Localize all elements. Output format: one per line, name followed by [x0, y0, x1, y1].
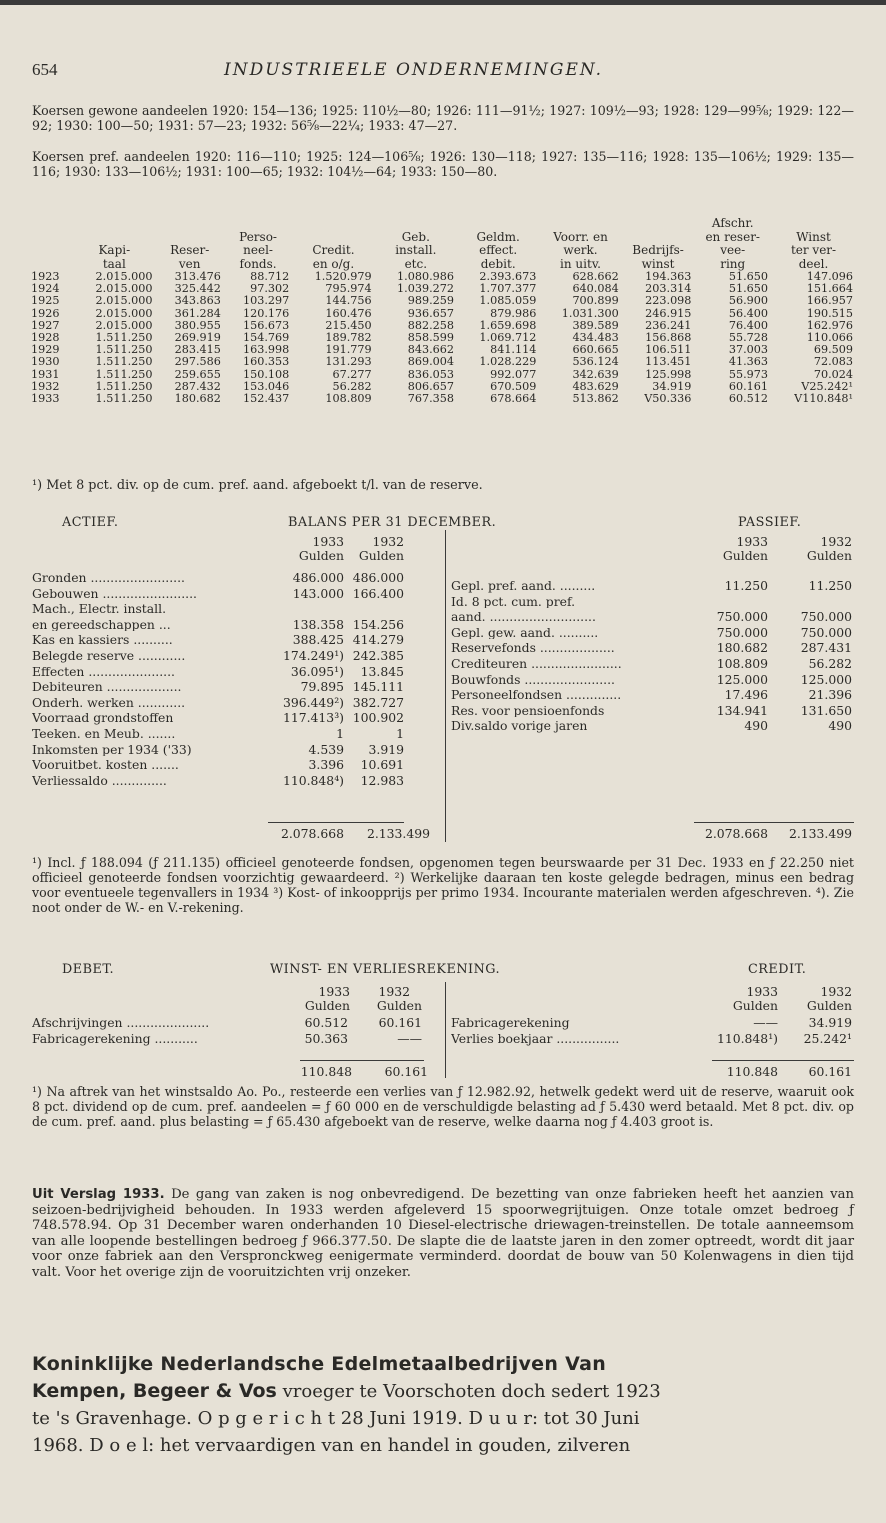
value-cell: 51.650 — [728, 282, 769, 296]
column-header — [28, 217, 73, 271]
wv-right-1933: —— — [753, 1015, 778, 1030]
wv-left-1932: —— — [397, 1031, 422, 1046]
value-cell: 106.511 — [645, 343, 692, 357]
value-cell: 1.511.250 — [95, 331, 153, 345]
value-cell: 767.358 — [407, 392, 454, 406]
wv-total-left-1933: 110.848 — [300, 1064, 352, 1079]
column-header: Credit. en o/g. — [312, 243, 355, 271]
wv-currency: Gulden — [806, 998, 852, 1013]
value-cell: 806.657 — [407, 379, 454, 393]
value-cell: 1.659.698 — [479, 318, 537, 332]
verslag — [32, 1187, 854, 1280]
value-cell: 434.483 — [572, 331, 619, 345]
total-rule — [268, 822, 404, 823]
value-cell: 325.442 — [174, 282, 221, 296]
balans-left-1932: 1 — [396, 726, 404, 741]
value-cell: 215.450 — [325, 318, 372, 332]
column-header: Bedrijfs- winst — [632, 243, 684, 271]
total-rule — [712, 1060, 854, 1061]
balans-left-1932: 10.691 — [360, 757, 404, 773]
value-cell: 1.069.712 — [479, 331, 537, 345]
year-1933: 1933 — [736, 534, 768, 549]
running-title: INDUSTRIEELE ONDERNEMINGEN. — [224, 60, 604, 80]
balans-left-1932: 166.400 — [352, 585, 404, 601]
wv-currency: Gulden — [304, 998, 350, 1013]
balans-right-1932: 750.000 — [800, 609, 852, 625]
table-row — [28, 356, 856, 368]
balans-right-1932: 287.431 — [800, 640, 852, 656]
balans-left-1933: 486.000 — [292, 570, 344, 585]
koersen-gewone — [32, 103, 854, 133]
balans-left-label: Belegde reserve ............ — [32, 650, 186, 663]
value-cell: 72.083 — [813, 355, 853, 369]
value-cell: 203.314 — [645, 282, 692, 296]
balans-left-1932: 13.845 — [360, 663, 404, 679]
balans-left-1932: 242.385 — [352, 648, 404, 663]
value-cell: V110.848¹ — [794, 392, 853, 406]
balans-left-label: Effecten ...................... — [32, 665, 176, 679]
value-cell: 513.862 — [572, 392, 619, 406]
balans-right-1933: 108.809 — [716, 656, 768, 671]
balans-left-1932: 100.902 — [352, 710, 404, 726]
year-cell: 1930 — [31, 355, 60, 369]
value-cell: 76.400 — [728, 318, 769, 332]
verslag-lead: Uit Verslag 1933. — [32, 1187, 165, 1202]
balans-right-1932: 131.650 — [800, 702, 852, 718]
value-cell: 936.657 — [407, 306, 454, 320]
balans-total-left-1932: 2.133.499 — [366, 826, 430, 841]
value-cell: 1.511.250 — [95, 392, 153, 406]
value-cell: 151.664 — [806, 282, 853, 296]
value-cell: 60.512 — [728, 392, 769, 406]
balans-left-1932: 12.983 — [360, 772, 404, 788]
value-cell: 879.986 — [490, 306, 537, 320]
value-cell: 1.039.272 — [397, 282, 454, 296]
value-cell: 670.509 — [490, 379, 537, 393]
value-cell: 389.589 — [572, 318, 619, 332]
value-cell: 190.515 — [806, 306, 853, 320]
wv-year-1932: 1932 — [820, 984, 852, 999]
credit-heading: CREDIT. — [748, 962, 807, 977]
value-cell: 1.028.229 — [479, 355, 537, 369]
column-header: Perso- neel- fonds. — [239, 229, 277, 271]
balans-notes — [32, 855, 854, 915]
value-cell: 1.707.377 — [479, 282, 537, 296]
value-cell: 989.259 — [407, 294, 454, 308]
koersen-pref-text: Koersen pref. aandeelen 1920: 116—110; 1925: 124—106⅝; 1926: 130—118; 1927: 135—116; 1928: 135—106½; 1929: 135—116; 1930: 133—106½; 1931: 100—65; 1932: 104½—64; 1933: 150—80. — [32, 149, 854, 179]
value-cell: 147.096 — [806, 270, 853, 283]
balans-right-label: Reservefonds ................... — [451, 642, 615, 655]
page-number: 654 — [32, 60, 58, 79]
value-cell: 269.919 — [174, 331, 221, 345]
value-cell: 283.415 — [174, 343, 221, 357]
value-cell: 154.769 — [243, 331, 290, 345]
value-cell: 1.511.250 — [95, 379, 153, 393]
wv-right-label: Fabricagerekening — [451, 1017, 570, 1030]
balans-right-label: Id. 8 pct. cum. pref. — [451, 595, 576, 609]
column-header: Kapi- taal — [98, 243, 131, 271]
year-1932: 1932 — [820, 534, 852, 549]
column-header: Winst ter ver- deel. — [790, 229, 837, 271]
wv-year-1933: 1933 — [746, 984, 778, 999]
balans-left-1933: 388.425 — [292, 632, 344, 648]
verslag-text: De gang van zaken is nog onbevredigend. De bezetting van onze fabrieken heeft het aanzien van seizoen-bedrijvigheid behouden. In 1933 werden afgeleverd 15 spoorwegrijtuigen. Onze totale omzet bedroeg ƒ 748.578.94. Op 31 December waren onderhanden 10 Diesel-electrische driewagen-treinstellen. De totale aanneemsom van alle loopende bestellingen bedroeg ƒ 966.377.50. De slapte die de laatste jaren in den zomer optreedt, wordt dit jaar voor onze fabriek aan den Verspronckweg eenigermate verminderd. doordat de bouw van 50 Kolenwagens in dien tijd valt. Voor het overige zijn de vooruitzichten vrij onzeker. — [32, 1187, 854, 1280]
wv-right-1932: 34.919 — [808, 1015, 852, 1030]
passief-heading: PASSIEF. — [738, 515, 802, 530]
company-line4: 1968. D o e l: het vervaardigen van en handel in gouden, zilveren — [32, 1435, 631, 1456]
value-cell: 152.437 — [243, 392, 290, 406]
column-divider — [445, 982, 446, 1078]
table-row — [28, 308, 856, 320]
year-cell: 1923 — [31, 270, 60, 283]
value-cell: 103.297 — [243, 294, 290, 308]
value-cell: 51.650 — [728, 270, 769, 283]
table-row — [28, 369, 856, 381]
debet-heading: DEBET. — [62, 962, 115, 977]
balans-left-1933: 36.095¹) — [290, 663, 344, 679]
value-cell: 1.031.300 — [561, 306, 619, 320]
wv-left-1933: 50.363 — [304, 1031, 348, 1046]
table-header-row — [28, 217, 856, 271]
balans-notes-text: ¹) Incl. ƒ 188.094 (ƒ 211.135) officieel genoteerde fondsen, opgenomen tegen beurswaarde per 31 Dec. 1933 en ƒ 22.250 niet officieel genoteerde fondsen voorzichtig gewaardeerd. ²) Werkelijke daaraan ten koste gelegde bedragen, minus een bedrag voor eventueele tegenvallers in 1934 ³) Kost- of inkoopprijs per primo 1934. Incourante materialen werden afgeschreven. ⁴). Zie noot onder de W.- en V.-rekening. — [32, 855, 854, 915]
balans-left-label: Kas en kassiers .......... — [32, 634, 173, 647]
value-cell: 153.046 — [243, 379, 290, 393]
value-cell: 191.779 — [325, 343, 372, 357]
value-cell: 1.511.250 — [95, 355, 153, 369]
value-cell: 194.363 — [645, 270, 692, 283]
value-cell: 869.004 — [407, 355, 454, 369]
value-cell: 108.809 — [325, 392, 372, 406]
wv-year-1932: 1932 — [378, 984, 410, 999]
value-cell: 858.599 — [407, 331, 454, 345]
page-header — [32, 60, 854, 84]
value-cell: 287.432 — [174, 379, 221, 393]
balans-total-right-1932: 2.133.499 — [788, 826, 852, 841]
table-footnote: ¹) Met 8 pct. div. op de cum. pref. aand. afgeboekt t/l. van de reserve. — [32, 478, 483, 493]
value-cell: 69.509 — [813, 343, 853, 357]
balans-right-1933: 17.496 — [724, 687, 768, 703]
value-cell: 536.124 — [572, 355, 619, 369]
year-1932: 1932 — [372, 534, 404, 549]
wv-right-1933: 110.848¹) — [716, 1031, 778, 1046]
value-cell: 297.586 — [174, 355, 221, 369]
value-cell: 156.673 — [243, 318, 290, 332]
value-cell: 70.024 — [813, 367, 853, 381]
year-cell: 1931 — [31, 367, 60, 381]
year-cell: 1924 — [31, 282, 60, 296]
company-entry — [32, 1351, 862, 1459]
value-cell: 162.976 — [806, 318, 853, 332]
value-cell: 150.108 — [243, 367, 290, 381]
total-rule — [694, 822, 854, 823]
value-cell: 131.293 — [325, 355, 372, 369]
balans-left-label: Debiteuren ................... — [32, 681, 182, 694]
wv-note — [32, 1084, 854, 1129]
wv-left-1933: 60.512 — [304, 1015, 348, 1030]
year-cell: 1933 — [31, 392, 60, 406]
balans-left-label: Verliessaldo .............. — [32, 774, 167, 788]
value-cell: 37.003 — [728, 343, 769, 357]
value-cell: 34.919 — [652, 379, 692, 393]
value-cell: 88.712 — [250, 270, 290, 283]
balans-left-1932: 3.919 — [368, 741, 404, 757]
value-cell: 189.782 — [325, 331, 372, 345]
value-cell: 56.282 — [332, 379, 372, 393]
balans-left-1932: 145.111 — [352, 679, 404, 695]
balans-right-1933: 490 — [744, 718, 768, 734]
value-cell: 2.015.000 — [95, 318, 153, 332]
column-header: Geb. install. etc. — [395, 229, 437, 271]
value-cell: 110.066 — [806, 331, 853, 345]
wv-right-1932: 25.242¹ — [803, 1031, 852, 1046]
balans-left-1932: 414.279 — [352, 632, 404, 648]
balans-right-1933: 11.250 — [724, 578, 768, 593]
value-cell: 678.664 — [490, 392, 537, 406]
balans-left-1933: 396.449²) — [282, 694, 344, 710]
balans-total-right-1933: 2.078.668 — [704, 826, 768, 841]
balans-right-label: Bouwfonds ....................... — [451, 673, 615, 687]
value-cell: 246.915 — [645, 306, 692, 320]
value-cell: 660.665 — [572, 343, 619, 357]
koersen-gewone-text: Koersen gewone aandeelen 1920: 154—136; 1925: 110½—80; 1926: 111—91½; 1927: 109½—93; 1928: 129—99⅝; 1929: 122—92; 1930: 100—50; 1931: 57—23; 1932: 56⅝—22¼; 1933: 47—27. — [32, 103, 854, 133]
column-header: Reser- ven — [170, 243, 210, 271]
wv-left-1932: 60.161 — [378, 1015, 422, 1030]
currency-label: Gulden — [358, 548, 404, 563]
value-cell: 992.077 — [490, 367, 537, 381]
wv-year-1933: 1933 — [318, 984, 350, 999]
balans-left-label: Mach., Electr. install. — [32, 603, 167, 616]
value-cell: 55.973 — [728, 367, 769, 381]
value-cell: 841.114 — [490, 343, 537, 357]
wv-left-label: Afschrijvingen ..................... — [32, 1017, 210, 1030]
value-cell: 67.277 — [332, 367, 372, 381]
balans-right-label: Personeelfondsen .............. — [451, 689, 622, 702]
balans-left-1933: 117.413³) — [282, 710, 344, 726]
value-cell: V50.336 — [644, 392, 692, 406]
value-cell: 1.511.250 — [95, 343, 153, 357]
value-cell: 113.451 — [645, 355, 692, 369]
table-row — [28, 393, 856, 405]
balans-left-label: Gebouwen ........................ — [32, 587, 197, 601]
balans-left-label: Voorraad grondstoffen — [32, 712, 174, 725]
balans-left-1933: 1 — [336, 726, 344, 741]
balans-left-1932: 382.727 — [352, 694, 404, 710]
value-cell: 343.863 — [174, 294, 221, 308]
wv-currency: Gulden — [376, 998, 422, 1013]
value-cell: 1.511.250 — [95, 367, 153, 381]
company-name-line1: Koninklijke Nederlandsche Edelmetaalbedrijven Van — [32, 1353, 607, 1375]
value-cell: 1.085.059 — [479, 294, 537, 308]
balans-right-label: Crediteuren ....................... — [451, 658, 622, 671]
balans-right-1933: 750.000 — [716, 624, 768, 640]
balans-left-label: Teeken. en Meub. ....... — [32, 728, 176, 741]
balans-right-1932: 750.000 — [800, 624, 852, 640]
year-cell: 1929 — [31, 343, 60, 357]
value-cell: 55.728 — [728, 331, 769, 345]
value-cell: 2.015.000 — [95, 270, 153, 283]
value-cell: 483.629 — [572, 379, 619, 393]
value-cell: 56.900 — [728, 294, 769, 308]
balans-right-label: Res. voor pensioenfonds — [451, 704, 605, 718]
value-cell: 882.258 — [407, 318, 454, 332]
value-cell: 125.998 — [645, 367, 692, 381]
balans-right-1932: 21.396 — [808, 687, 852, 703]
value-cell: 700.899 — [572, 294, 619, 308]
wv-currency: Gulden — [732, 998, 778, 1013]
balans-right-1933: 134.941 — [716, 702, 768, 718]
value-cell: 795.974 — [325, 282, 372, 296]
value-cell: 843.662 — [407, 343, 454, 357]
balans-right-1933: 180.682 — [716, 640, 768, 656]
balans-left-1933: 138.358 — [292, 616, 344, 632]
company-line2-rest: vroeger te Voorschoten doch sedert 1923 — [276, 1381, 661, 1402]
column-header: Geldm. effect. debit. — [476, 229, 520, 271]
value-cell: 97.302 — [250, 282, 290, 296]
column-divider — [445, 530, 446, 842]
balans-right-1932: 11.250 — [808, 578, 852, 593]
wv-total-right-1932: 60.161 — [808, 1064, 852, 1079]
scan-edge — [0, 0, 886, 5]
balans-right-1933: 125.000 — [716, 671, 768, 687]
balans-left-1933: 79.895 — [300, 679, 344, 695]
balans-left-label: en gereedschappen ... — [32, 618, 171, 632]
balans-right-label: aand. ........................... — [451, 611, 596, 624]
financial-history-table — [28, 217, 856, 405]
value-cell: 2.015.000 — [95, 282, 153, 296]
value-cell: 361.284 — [174, 306, 221, 320]
value-cell: 180.682 — [174, 392, 221, 406]
balans-left-label: Onderh. werken ............ — [32, 696, 186, 710]
value-cell: 2.393.673 — [479, 270, 537, 283]
value-cell: 259.655 — [174, 367, 221, 381]
value-cell: 223.098 — [645, 294, 692, 308]
balans-left-1932: 154.256 — [352, 616, 404, 632]
balans-left-label: Inkomsten per 1934 ('33) — [32, 743, 192, 757]
value-cell: 2.015.000 — [95, 306, 153, 320]
table-row — [28, 295, 856, 307]
value-cell: 120.176 — [243, 306, 290, 320]
total-rule — [300, 1060, 424, 1061]
value-cell: 41.363 — [728, 355, 769, 369]
table-body — [28, 271, 856, 405]
year-cell: 1932 — [31, 379, 60, 393]
currency-label: Gulden — [298, 548, 344, 563]
value-cell: 628.662 — [572, 270, 619, 283]
balans-left-label: Gronden ........................ — [32, 572, 185, 585]
wv-total-left-1932: 60.161 — [384, 1064, 428, 1079]
value-cell: 60.161 — [728, 379, 769, 393]
balans-left-1933: 3.396 — [308, 757, 344, 773]
balans-total-left-1933: 2.078.668 — [280, 826, 344, 841]
value-cell: 163.998 — [243, 343, 290, 357]
column-header: Afschr. en reser- vee- ring — [705, 216, 760, 271]
balans-right-1932: 56.282 — [808, 656, 852, 671]
value-cell: 160.353 — [243, 355, 290, 369]
balans-right-label: Div.saldo vorige jaren — [451, 720, 588, 733]
balans-left-1933: 174.249¹) — [282, 648, 344, 663]
balans-right-1932: 490 — [828, 718, 852, 734]
balans-right-label: Gepl. pref. aand. ......... — [451, 580, 596, 593]
column-header: Voorr. en werk. in uitv. — [553, 229, 608, 271]
balans-left-1933: 4.539 — [308, 741, 344, 757]
value-cell: 56.400 — [728, 306, 769, 320]
year-1933: 1933 — [312, 534, 344, 549]
wv-right-label: Verlies boekjaar ................ — [451, 1033, 620, 1046]
value-cell: 836.053 — [407, 367, 454, 381]
value-cell: 1.080.986 — [397, 270, 454, 283]
wv-total-right-1933: 110.848 — [726, 1064, 778, 1079]
balans-left-1932: 486.000 — [352, 570, 404, 585]
value-cell: 160.476 — [325, 306, 372, 320]
year-cell: 1927 — [31, 318, 60, 332]
value-cell: 144.756 — [325, 294, 372, 308]
balans-left-label: Vooruitbet. kosten ....... — [32, 759, 179, 772]
actief-heading: ACTIEF. — [62, 515, 119, 530]
balans-right-label: Gepl. gew. aand. .......... — [451, 626, 599, 640]
currency-label: Gulden — [722, 548, 768, 563]
wv-left-label: Fabricagerekening ........... — [32, 1033, 198, 1046]
company-name-line2: Kempen, Begeer & Vos — [32, 1380, 277, 1402]
value-cell: 2.015.000 — [95, 294, 153, 308]
balans-right-1932: 125.000 — [800, 671, 852, 687]
value-cell: 236.241 — [645, 318, 692, 332]
value-cell: V25.242¹ — [801, 379, 853, 393]
value-cell: 342.639 — [572, 367, 619, 381]
wv-note-text: ¹) Na aftrek van het winstsaldo Ao. Po., resteerde een verlies van ƒ 12.982.92, hetwelk gedekt werd uit de reserve, waaruit ook 8 pct. dividend op de cum. pref. aandeelen = ƒ 60 000 en de verschuldigde belasting ad ƒ 5.430 werd betaald. Met 8 pct. div. op de cum. pref. aand. plus belasting = ƒ 65.430 afgeboekt van de reserve, welke daarna nog ƒ 4.403 groot is. — [32, 1084, 854, 1129]
year-cell: 1928 — [31, 331, 60, 345]
value-cell: 166.957 — [806, 294, 853, 308]
balans-right-1933: 750.000 — [716, 609, 768, 625]
balans-left-1933: 143.000 — [292, 585, 344, 601]
wv-title: WINST- EN VERLIESREKENING. — [270, 962, 501, 977]
balans-title: BALANS PER 31 DECEMBER. — [288, 515, 497, 530]
balans-left-1933: 110.848⁴) — [282, 772, 344, 788]
value-cell: 380.955 — [174, 318, 221, 332]
value-cell: 640.084 — [572, 282, 619, 296]
value-cell: 1.520.979 — [314, 270, 372, 283]
company-line3: te 's Gravenhage. O p g e r i c h t 28 Juni 1919. D u u r: tot 30 Juni — [32, 1408, 640, 1429]
currency-label: Gulden — [806, 548, 852, 563]
value-cell: 156.868 — [645, 331, 692, 345]
year-cell: 1926 — [31, 306, 60, 320]
year-cell: 1925 — [31, 294, 60, 308]
value-cell: 313.476 — [174, 270, 221, 283]
koersen-pref — [32, 149, 854, 179]
